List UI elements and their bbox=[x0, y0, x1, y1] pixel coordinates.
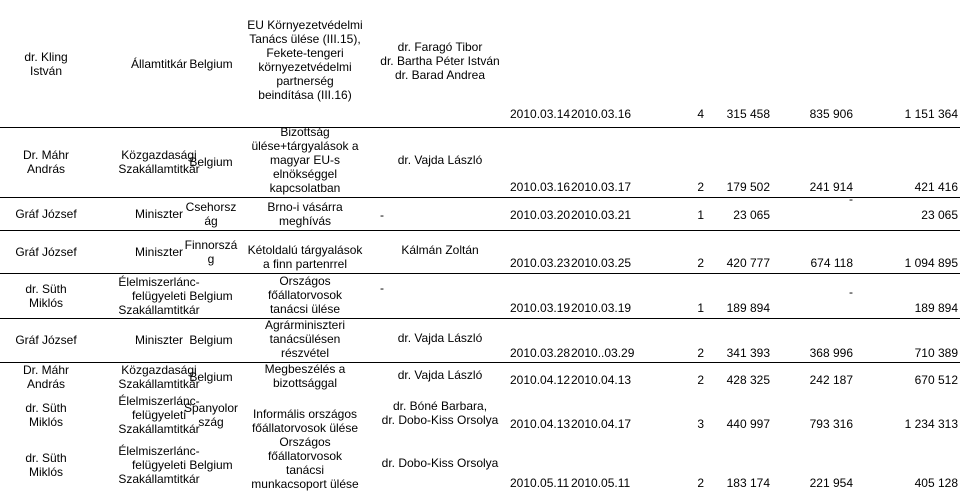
v2-value: 368 996 bbox=[809, 346, 853, 360]
name-line: András bbox=[26, 377, 66, 391]
purpose-line: Tanács ülése (III.15), bbox=[249, 32, 361, 46]
purpose-cell bbox=[243, 274, 367, 316]
dest-cell bbox=[183, 289, 239, 303]
v1-value: 179 502 bbox=[726, 180, 770, 194]
purpose-line: munkacsoport ülése bbox=[251, 477, 359, 491]
purpose-line: elnökséggel bbox=[272, 167, 338, 181]
name-line: Gráf József bbox=[15, 245, 77, 259]
dest-line: Belgium bbox=[189, 333, 233, 347]
dest-line: szág bbox=[198, 415, 224, 429]
start-value: 2010.03.19 bbox=[510, 301, 571, 315]
companions-cell bbox=[380, 208, 490, 222]
purpose-line: Országos bbox=[279, 435, 331, 449]
people-value: 3 bbox=[697, 417, 704, 431]
purpose-line: EU Környezetvédelmi bbox=[247, 18, 363, 32]
dest-line: ág bbox=[204, 214, 218, 228]
purpose-line: Bizottság bbox=[280, 125, 330, 139]
end-value: 2010..03.29 bbox=[571, 346, 635, 360]
purpose-line: tanácsi ülése bbox=[269, 302, 341, 316]
title-line: Szakállamtitkár bbox=[118, 472, 200, 486]
companions-cell bbox=[370, 368, 510, 382]
dest-line: Belgium bbox=[189, 370, 233, 384]
start-value: 2010.03.28 bbox=[510, 346, 571, 360]
purpose-line: magyar EU-s bbox=[269, 153, 340, 167]
companion-line: dr. Dobo-Kiss Orsolya bbox=[381, 456, 499, 470]
total-value: 189 894 bbox=[914, 301, 958, 315]
name-line: Miklós bbox=[28, 465, 63, 479]
start-value: 2010.04.12 bbox=[510, 373, 571, 387]
dest-cell bbox=[183, 200, 239, 228]
dest-line: Spanyolor bbox=[183, 401, 239, 415]
companion-line: dr. Vajda László bbox=[397, 153, 483, 167]
v1-value: 420 777 bbox=[726, 256, 770, 270]
dest-line: Belgium bbox=[189, 57, 233, 71]
name-line: dr. Süth bbox=[25, 282, 67, 296]
title-line: Élelmiszerlánc- bbox=[118, 444, 200, 458]
title-line: Élelmiszerlánc- bbox=[118, 275, 200, 289]
v1-value: 23 065 bbox=[733, 208, 770, 222]
total-value: 1 094 895 bbox=[904, 256, 958, 270]
purpose-line: bizottsággal bbox=[272, 376, 338, 390]
purpose-line: tanácsülésen bbox=[269, 332, 341, 346]
companion-line: dr. Vajda László bbox=[397, 368, 483, 382]
v1-value: 189 894 bbox=[726, 301, 770, 315]
v2-value: 835 906 bbox=[809, 107, 853, 121]
start-value: 2010.03.16 bbox=[510, 180, 571, 194]
row-divider bbox=[0, 230, 960, 231]
v1-value: 341 393 bbox=[726, 346, 770, 360]
purpose-cell bbox=[243, 362, 367, 390]
name-cell bbox=[0, 333, 92, 347]
purpose-line: ülése+tárgyalások a bbox=[251, 139, 359, 153]
name-line: Gráf József bbox=[15, 333, 77, 347]
purpose-line: környezetvédelmi bbox=[258, 60, 352, 74]
purpose-line: Fekete-tengeri bbox=[266, 46, 344, 60]
dest-line: Belgium bbox=[189, 458, 233, 472]
companion-line: dr. Vajda László bbox=[397, 331, 483, 345]
purpose-cell bbox=[243, 125, 367, 195]
v2-value: - bbox=[849, 285, 853, 299]
end-value: 2010.04.13 bbox=[571, 373, 632, 387]
name-cell bbox=[0, 148, 92, 176]
companions-cell bbox=[370, 40, 510, 82]
dest-line: Finnorszá bbox=[184, 238, 238, 252]
companions-cell bbox=[370, 331, 510, 345]
end-value: 2010.04.17 bbox=[571, 417, 632, 431]
name-line: András bbox=[26, 162, 66, 176]
purpose-line: tanácsi bbox=[285, 463, 325, 477]
purpose-line: Brno-i vásárra bbox=[267, 200, 343, 214]
companion-line: dr. Bartha Péter István bbox=[380, 54, 500, 68]
name-line: Gráf József bbox=[15, 207, 77, 221]
purpose-line: főállatorvosok ülése bbox=[251, 421, 359, 435]
v1-value: 315 458 bbox=[726, 107, 770, 121]
title-line: Közgazdasági bbox=[121, 363, 197, 377]
title-line: Szakállamtitkár bbox=[118, 303, 200, 317]
start-value: 2010.03.23 bbox=[510, 256, 571, 270]
end-value: 2010.03.19 bbox=[571, 301, 632, 315]
dest-cell bbox=[183, 155, 239, 169]
title-line: Élelmiszerlánc- bbox=[118, 394, 200, 408]
title-line: Miniszter bbox=[134, 245, 183, 259]
end-value: 2010.03.17 bbox=[571, 180, 632, 194]
start-value: 2010.03.20 bbox=[510, 208, 571, 222]
total-value: 23 065 bbox=[921, 208, 958, 222]
v2-value: 793 316 bbox=[809, 417, 853, 431]
end-value: 2010.03.16 bbox=[571, 107, 632, 121]
row-divider bbox=[0, 273, 960, 274]
title-line: Államtitkár bbox=[130, 57, 187, 71]
purpose-cell bbox=[243, 318, 367, 360]
companion-line: dr. Faragó Tibor bbox=[397, 40, 483, 54]
name-line: Miklós bbox=[28, 296, 63, 310]
name-line: Dr. Máhr bbox=[22, 363, 69, 377]
people-value: 1 bbox=[697, 208, 704, 222]
purpose-line: főállatorvosok bbox=[267, 449, 343, 463]
title-line: Miniszter bbox=[134, 207, 183, 221]
name-line: dr. Süth bbox=[25, 401, 67, 415]
companions-cell bbox=[380, 281, 490, 295]
people-value: 2 bbox=[697, 373, 704, 387]
end-value: 2010.03.21 bbox=[571, 208, 632, 222]
total-value: 421 416 bbox=[914, 180, 958, 194]
dest-cell bbox=[183, 238, 239, 266]
start-value: 2010.04.13 bbox=[510, 417, 571, 431]
total-value: 1 234 313 bbox=[904, 417, 958, 431]
title-line: Szakállamtitkár bbox=[118, 422, 200, 436]
v2-value: 674 118 bbox=[810, 256, 853, 270]
name-cell bbox=[0, 282, 92, 310]
start-value: 2010.03.14 bbox=[510, 107, 571, 121]
end-value: 2010.05.11 bbox=[571, 476, 631, 490]
total-value: 1 151 364 bbox=[904, 107, 958, 121]
dest-line: g bbox=[207, 252, 215, 266]
companion-line: dr. Dobo-Kiss Orsolya bbox=[381, 413, 499, 427]
dest-line: Belgium bbox=[189, 155, 233, 169]
name-cell bbox=[0, 401, 92, 429]
purpose-cell bbox=[243, 200, 367, 228]
dest-line: Csehorsz bbox=[185, 200, 237, 214]
v1-value: 440 997 bbox=[726, 417, 770, 431]
dest-cell bbox=[183, 370, 239, 384]
purpose-line: Informális országos bbox=[252, 407, 358, 421]
end-value: 2010.03.25 bbox=[571, 256, 632, 270]
purpose-cell bbox=[243, 407, 367, 435]
companions-cell bbox=[370, 243, 510, 257]
people-value: 2 bbox=[697, 476, 704, 490]
v2-value: 242 187 bbox=[809, 373, 853, 387]
purpose-line: partnerség bbox=[276, 74, 334, 88]
title-line: felügyeleti bbox=[131, 458, 187, 472]
name-line: Miklós bbox=[28, 415, 63, 429]
purpose-line: meghívás bbox=[278, 214, 332, 228]
v2-value: - bbox=[849, 192, 853, 206]
start-value: 2010.05.11 bbox=[510, 476, 570, 490]
people-value: 4 bbox=[697, 107, 704, 121]
name-cell bbox=[0, 451, 92, 479]
purpose-line: Kétoldalú tárgyalások bbox=[247, 243, 363, 257]
companions-cell bbox=[370, 399, 510, 427]
purpose-cell bbox=[243, 435, 367, 491]
companion-line: dr. Bóné Barbara, bbox=[392, 399, 488, 413]
name-line: István bbox=[29, 64, 62, 78]
companions-cell bbox=[370, 153, 510, 167]
v2-value: 221 954 bbox=[809, 476, 853, 490]
purpose-line: beindítása (III.16) bbox=[258, 88, 352, 102]
name-cell bbox=[0, 245, 92, 259]
v1-value: 183 174 bbox=[726, 476, 770, 490]
name-line: dr. Kling bbox=[24, 50, 68, 64]
purpose-line: főállatorvosok bbox=[267, 288, 343, 302]
total-value: 405 128 bbox=[914, 476, 958, 490]
v2-value: 241 914 bbox=[809, 180, 853, 194]
total-value: 710 389 bbox=[914, 346, 958, 360]
companion-line: Kálmán Zoltán bbox=[401, 243, 479, 257]
title-line: Szakállamtitkár bbox=[118, 377, 200, 391]
title-line: felügyeleti bbox=[131, 289, 187, 303]
purpose-line: Megbeszélés a bbox=[264, 362, 346, 376]
name-cell bbox=[0, 50, 92, 78]
dest-cell bbox=[183, 57, 239, 71]
companion-line: - bbox=[380, 208, 384, 222]
name-cell bbox=[0, 363, 92, 391]
companion-line: dr. Barad Andrea bbox=[394, 68, 486, 82]
dest-cell bbox=[183, 401, 239, 429]
total-value: 670 512 bbox=[914, 373, 958, 387]
title-line: Miniszter bbox=[134, 333, 183, 347]
row-divider bbox=[0, 127, 960, 128]
companion-line: - bbox=[380, 281, 384, 295]
companions-cell bbox=[370, 456, 510, 470]
purpose-line: részvétel bbox=[280, 346, 330, 360]
purpose-line: kapcsolatban bbox=[269, 181, 341, 195]
title-line: Szakállamtitkár bbox=[118, 162, 200, 176]
people-value: 2 bbox=[697, 256, 704, 270]
purpose-cell bbox=[243, 243, 367, 271]
title-line: Közgazdasági bbox=[121, 148, 197, 162]
name-line: Dr. Máhr bbox=[22, 148, 69, 162]
dest-cell bbox=[183, 458, 239, 472]
row-divider bbox=[0, 318, 960, 319]
dest-cell bbox=[183, 333, 239, 347]
people-value: 2 bbox=[697, 346, 704, 360]
v1-value: 428 325 bbox=[726, 373, 770, 387]
name-line: dr. Süth bbox=[25, 451, 67, 465]
dest-line: Belgium bbox=[189, 289, 233, 303]
name-cell bbox=[0, 207, 92, 221]
purpose-cell bbox=[243, 18, 367, 102]
title-line: felügyeleti bbox=[131, 408, 187, 422]
people-value: 2 bbox=[697, 180, 704, 194]
purpose-line: a finn partenrrel bbox=[262, 257, 348, 271]
purpose-line: Agrárminiszteri bbox=[264, 318, 345, 332]
people-value: 1 bbox=[697, 301, 704, 315]
purpose-line: Országos bbox=[279, 274, 331, 288]
